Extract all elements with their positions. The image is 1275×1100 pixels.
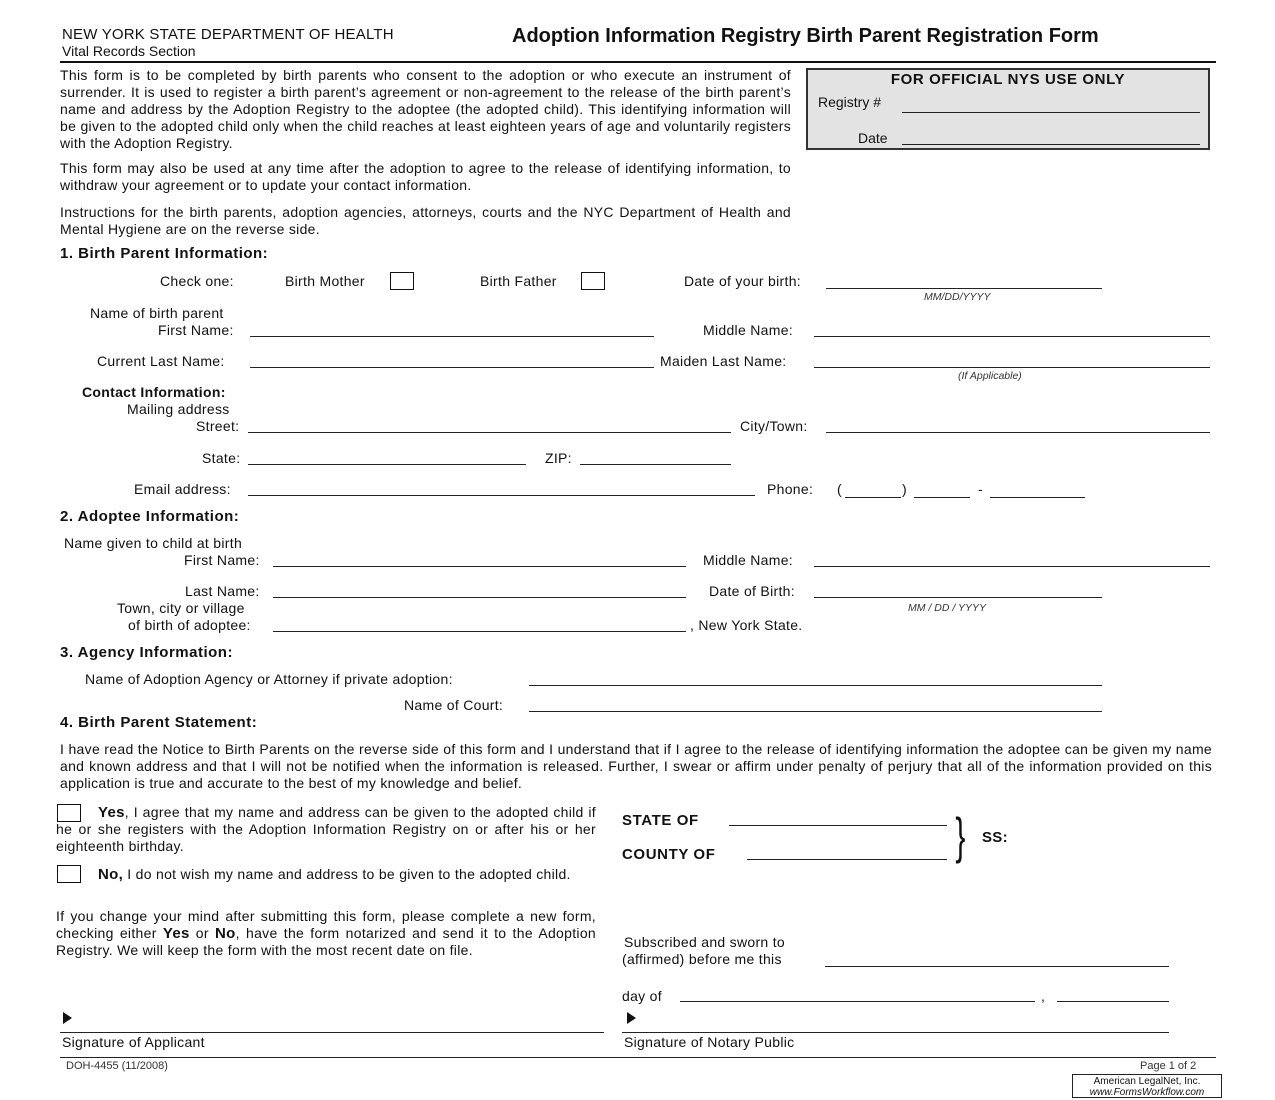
new-york-state-suffix: , New York State. [690, 617, 803, 633]
publisher-name: American LegalNet, Inc. [1093, 1076, 1201, 1087]
street-label: Street: [196, 418, 240, 434]
county-of-field[interactable] [747, 859, 947, 860]
section-3-title: 3. Agency Information: [60, 644, 233, 661]
intro-paragraph-3: Instructions for the birth parents, adoption agencies, attorneys, courts and the NYC Department of Health and Mental Hygiene are on the reverse side. [60, 204, 791, 237]
zip-label: ZIP: [545, 450, 572, 466]
court-field[interactable] [529, 711, 1102, 712]
birth-town-field[interactable] [273, 631, 686, 632]
subscribed-label-2: (affirmed) before me this [622, 951, 782, 967]
publisher-logo [1072, 1074, 1222, 1098]
town-label-line1: Town, city or village [117, 600, 245, 616]
change-mind-no: No [215, 925, 236, 942]
birth-parent-statement: I have read the Notice to Birth Parents on the reverse side of this form and I understand that if I agree to the release of identifying information the adoptee can be given my name and known address and that I will not be notified when the information is released. Further, I swear or affirm under penalty of perjury that all of the information provided on this application is true and accurate to the best of my knowledge and belief. [60, 741, 1212, 791]
adoptee-first-name-field[interactable] [273, 566, 686, 567]
brace: } [955, 808, 966, 864]
change-mind-text [56, 908, 596, 959]
day-of-comma: , [1041, 988, 1046, 1004]
state-of-label: STATE OF [622, 812, 699, 829]
birth-father-checkbox[interactable] [581, 272, 605, 290]
change-mind-part1: If you change your mind after submitting this form, please complete a new form, checking either [56, 908, 596, 941]
form-number: DOH-4455 (11/2008) [66, 1060, 168, 1072]
check-one-label: Check one: [160, 273, 234, 289]
maiden-last-name-field[interactable] [814, 367, 1210, 368]
court-label: Name of Court: [404, 697, 504, 713]
phone-close-paren: ) [902, 481, 907, 497]
adoptee-dob-hint: MM / DD / YYYY [908, 602, 986, 614]
phone-open-paren: ( [837, 481, 842, 497]
agency-attorney-label: Name of Adoption Agency or Attorney if private adoption: [85, 671, 453, 687]
parent-dob-hint: MM/DD/YYYY [924, 291, 991, 303]
publisher-url: www.FormsWorkflow.com [1089, 1087, 1205, 1098]
phone-area-code-field[interactable] [845, 497, 901, 498]
official-date-label: Date [858, 130, 888, 146]
birth-mother-checkbox[interactable] [390, 272, 414, 290]
contact-information-label: Contact Information: [82, 384, 226, 400]
street-field[interactable] [248, 432, 731, 433]
official-use-box [806, 68, 1210, 150]
state-of-field[interactable] [729, 825, 947, 826]
agency-name: NEW YORK STATE DEPARTMENT OF HEALTH [62, 26, 394, 43]
adoptee-dob-label: Date of Birth: [709, 583, 795, 599]
yes-option-bold: Yes [98, 804, 125, 821]
change-mind-part2: , have the form notarized and send it to the Adoption Registry. We will keep the form with the most recent date on file. [56, 925, 597, 958]
parent-middle-name-label: Middle Name: [703, 322, 793, 338]
section-2-title: 2. Adoptee Information: [60, 508, 240, 525]
adoptee-middle-name-field[interactable] [814, 566, 1210, 567]
notary-signature-arrow-icon [627, 1012, 636, 1024]
phone-line-number-field[interactable] [990, 497, 1085, 498]
section-4-title: 4. Birth Parent Statement: [60, 714, 258, 731]
change-mind-or: or [189, 925, 216, 941]
official-use-title: FOR OFFICIAL NYS USE ONLY [890, 71, 1126, 88]
sworn-date-field[interactable] [825, 966, 1169, 967]
change-mind-yes: Yes [162, 925, 190, 942]
if-applicable-hint: (If Applicable) [958, 370, 1022, 382]
header-rule [60, 61, 1216, 63]
ss-label: SS: [982, 829, 1008, 846]
phone-dash: - [978, 481, 983, 497]
maiden-last-name-label: Maiden Last Name: [660, 353, 787, 369]
town-label-line2: of birth of adoptee: [128, 617, 251, 633]
year-field[interactable] [1057, 1001, 1169, 1002]
applicant-signature-label: Signature of Applicant [62, 1034, 205, 1050]
adoptee-last-name-field[interactable] [273, 597, 686, 598]
zip-field[interactable] [580, 464, 731, 465]
intro-paragraph-1: This form is to be completed by birth parents who consent to the adoption or who execute an instrument of surrender. It is used to register a birth parent’s agreement or non-agreement to the release of the birth parent’s name and address by the Adoption Registry to the adoptee (the adopted child). This identifying information will be given to the adopted child only when the child reaches at least eighteen years of age and voluntarily registers with the Adoption Registry. [60, 67, 791, 151]
phone-prefix-field[interactable] [914, 497, 970, 498]
city-town-field[interactable] [826, 432, 1210, 433]
parent-dob-label: Date of your birth: [684, 273, 801, 289]
footer-rule [60, 1057, 1216, 1058]
yes-option-text [56, 804, 596, 855]
no-option-text [56, 866, 596, 883]
intro-paragraph-2: This form may also be used at any time after the adoption to agree to the release of identifying information, to withdraw your agreement or to update your contact information. [60, 160, 791, 193]
parent-first-name-label: First Name: [158, 322, 234, 338]
current-last-name-field[interactable] [250, 367, 654, 368]
day-of-field[interactable] [680, 1001, 1035, 1002]
adoptee-first-name-label: First Name: [184, 552, 260, 568]
official-date-line[interactable] [902, 144, 1200, 145]
parent-first-name-field[interactable] [250, 336, 654, 337]
agency-attorney-field[interactable] [529, 685, 1102, 686]
name-given-label: Name given to child at birth [64, 535, 243, 551]
yes-option-body: , I agree that my name and address can be given to the adopted child if he or she registers with the Adoption Information Registry on or after his or her eighteenth birthday. [56, 804, 596, 854]
notary-signature-label: Signature of Notary Public [624, 1034, 795, 1050]
birth-father-label: Birth Father [480, 273, 557, 289]
no-option-body: I do not wish my name and address to be given to the adopted child. [123, 866, 571, 882]
county-of-label: COUNTY OF [622, 846, 716, 863]
day-of-label: day of [622, 988, 662, 1004]
email-label: Email address: [134, 481, 231, 497]
parent-middle-name-field[interactable] [814, 336, 1210, 337]
adoptee-dob-field[interactable] [814, 597, 1102, 598]
applicant-signature-field[interactable] [60, 1032, 604, 1033]
phone-label: Phone: [767, 481, 814, 497]
city-town-label: City/Town: [740, 418, 808, 434]
current-last-name-label: Current Last Name: [97, 353, 225, 369]
name-of-birth-parent-label: Name of birth parent [90, 305, 224, 321]
no-option-bold: No, [98, 866, 124, 883]
page-number: Page 1 of 2 [1140, 1060, 1197, 1072]
registry-label: Registry # [818, 94, 882, 110]
adoptee-middle-name-label: Middle Name: [703, 552, 793, 568]
subscribed-label-1: Subscribed and sworn to [624, 934, 785, 950]
adoptee-last-name-label: Last Name: [185, 583, 260, 599]
section-name: Vital Records Section [62, 43, 196, 59]
parent-dob-field[interactable] [826, 288, 1102, 289]
email-field[interactable] [248, 495, 755, 496]
form-title: Adoption Information Registry Birth Parent Registration Form [512, 25, 1099, 47]
registry-number-line[interactable] [902, 112, 1200, 113]
section-1-title: 1. Birth Parent Information: [60, 245, 269, 262]
applicant-signature-arrow-icon [63, 1012, 72, 1024]
mailing-address-label: Mailing address [127, 401, 230, 417]
notary-signature-field[interactable] [622, 1032, 1169, 1033]
birth-mother-label: Birth Mother [285, 273, 365, 289]
state-field[interactable] [248, 464, 526, 465]
state-label: State: [202, 450, 241, 466]
